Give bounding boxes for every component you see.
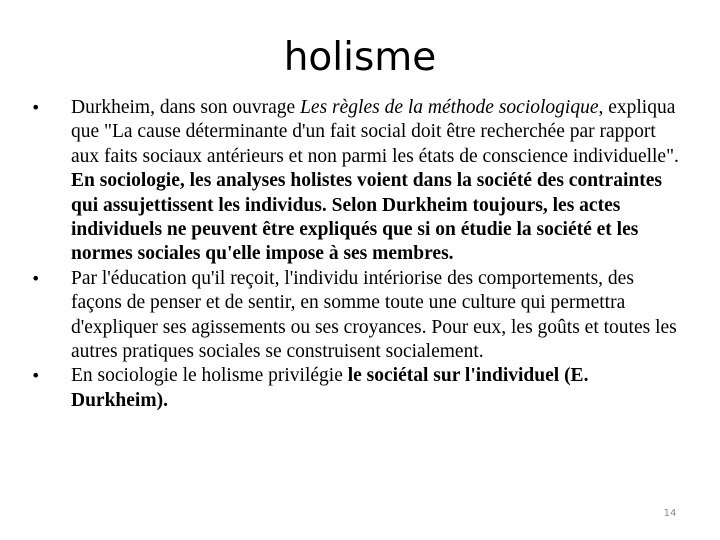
bullet-item-education: [28, 267, 688, 365]
bullet-item-holisme: [28, 364, 688, 413]
bullet-text: , expliqua que "La cause déterminante d'un fait social doit être recherchée par rapport aux faits sociaux antérieurs et non parmi les états de conscience individuelle".: [71, 97, 679, 167]
slide-title: holisme: [283, 35, 437, 80]
bullet-list: [28, 96, 688, 413]
bullet-marker: •: [31, 366, 41, 386]
book-title: Les règles de la méthode sociologique: [300, 97, 599, 118]
bold-text: le sociétal sur l'individuel (E. Durkheim).: [71, 365, 589, 411]
bullet-text: En sociologie le holisme privilégie: [71, 365, 348, 387]
bullet-text: Durkheim, dans son ouvrage: [71, 97, 301, 118]
bullet-marker: •: [31, 268, 41, 288]
bullet-item-durkheim: [28, 96, 688, 267]
bullet-marker: •: [31, 98, 41, 117]
page-number: 14: [663, 508, 677, 519]
bold-text: En sociologie, les analyses holistes voient dans la société des contraintes qui assujettissent les individus. Selon Durkheim toujours, les actes individuels ne peuvent être expliqués que si on étudie la société et les normes sociales qu'elle impose à ses membres.: [71, 170, 662, 265]
bullet-text: Par l'éducation qu'il reçoit, l'individu intériorise des comportements, des façons de penser et de sentir, en somme toute une culture qui permettra d'expliquer ses agissements ou ses croyances. Pour eux, les goûts et toutes les autres pratiques sociales se construisent socialement.: [71, 267, 677, 363]
